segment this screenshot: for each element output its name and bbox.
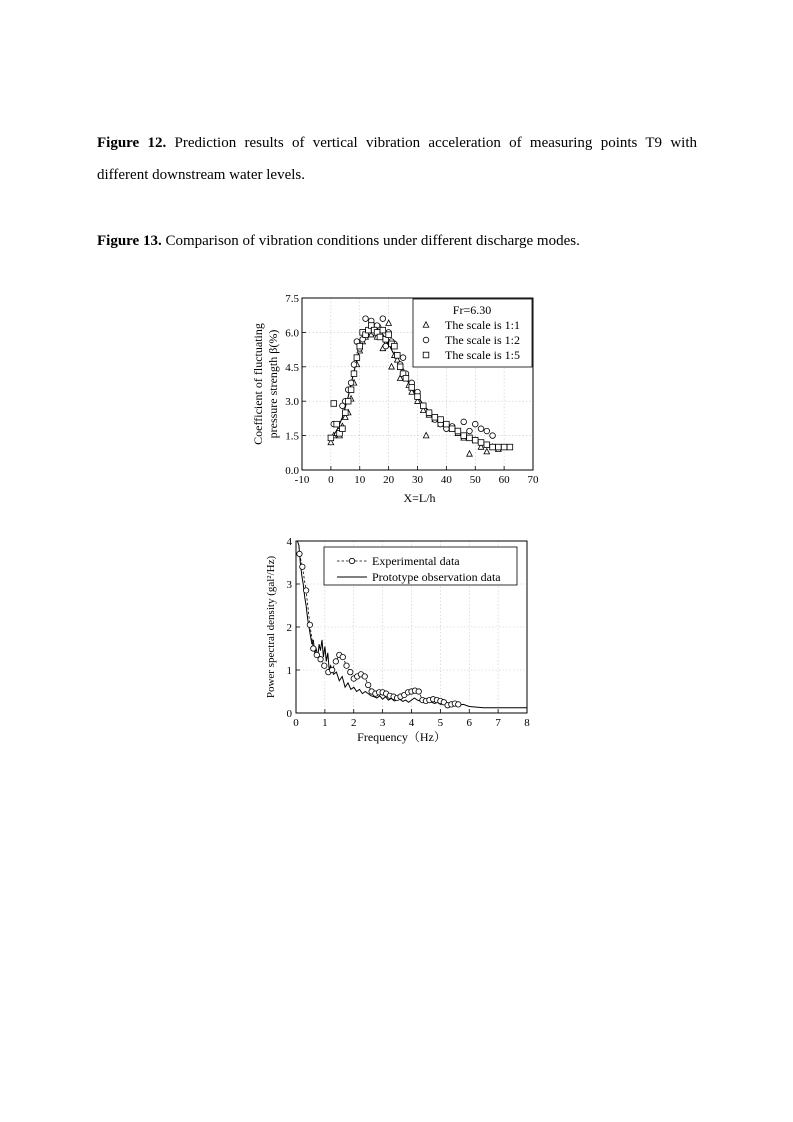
data-point-circle bbox=[340, 654, 345, 659]
y-tick-label: 2 bbox=[286, 622, 292, 634]
x-tick-label: 2 bbox=[351, 717, 357, 729]
y-tick-label: 6.0 bbox=[285, 327, 299, 340]
figure-12-label: Figure 12. bbox=[97, 135, 167, 151]
y-tick-label: 0 bbox=[286, 708, 292, 720]
y-axis-label-line-1: Coefficient of fluctuating bbox=[251, 323, 265, 445]
y-axis-label-line-2: pressure strength β(%) bbox=[266, 329, 280, 439]
legend bbox=[324, 547, 517, 585]
x-tick-label: 60 bbox=[498, 474, 510, 486]
x-tick-label: 30 bbox=[412, 474, 423, 486]
figure-12-text: Prediction results of vertical vibration acceleration of measuring points T9 with different downstream water levels. bbox=[97, 135, 698, 183]
x-tick-label: -10 bbox=[294, 474, 310, 486]
x-tick-label: 0 bbox=[328, 474, 334, 486]
x-axis-label: X=L/h bbox=[403, 491, 436, 505]
data-point-circle bbox=[297, 551, 302, 556]
x-tick-label: 6 bbox=[466, 717, 472, 729]
x-tick-label: 4 bbox=[408, 717, 415, 729]
y-tick-label: 1.5 bbox=[285, 430, 299, 443]
x-tick-label: 40 bbox=[440, 474, 452, 486]
data-point-circle bbox=[362, 674, 367, 679]
x-tick-label: 10 bbox=[354, 474, 366, 486]
legend-entry: The scale is 1:1 bbox=[445, 318, 520, 332]
x-tick-label: 5 bbox=[437, 717, 444, 729]
data-point-circle bbox=[318, 657, 323, 662]
x-tick-label: 7 bbox=[495, 717, 501, 729]
data-point-circle bbox=[300, 564, 305, 569]
data-point-circle bbox=[329, 667, 334, 672]
y-tick-label: 0.0 bbox=[285, 465, 299, 477]
y-tick-label: 3.0 bbox=[285, 396, 299, 409]
data-point-circle bbox=[416, 689, 421, 694]
legend-marker-circle bbox=[349, 558, 354, 563]
x-axis-label: Frequency（Hz） bbox=[357, 730, 446, 744]
data-point-circle bbox=[303, 588, 308, 593]
x-tick-label: 50 bbox=[469, 474, 481, 486]
data-point-circle bbox=[307, 622, 312, 627]
data-point-circle bbox=[333, 659, 338, 664]
x-tick-label: 1 bbox=[322, 717, 328, 729]
legend-title: Fr=6.30 bbox=[452, 303, 492, 317]
x-tick-label: 70 bbox=[527, 474, 539, 486]
y-tick-label: 4.5 bbox=[285, 361, 299, 374]
data-point-circle bbox=[311, 646, 316, 651]
y-tick-label: 3 bbox=[286, 579, 292, 591]
x-tick-label: 20 bbox=[383, 474, 395, 486]
legend-entry: The scale is 1:2 bbox=[445, 333, 520, 347]
x-tick-label: 8 bbox=[524, 717, 530, 729]
data-point-circle bbox=[456, 702, 461, 707]
x-tick-label: 3 bbox=[379, 717, 386, 729]
figure-13-text: Comparison of vibration conditions under different discharge modes. bbox=[161, 233, 580, 249]
data-point-circle bbox=[322, 663, 327, 668]
data-point-circle bbox=[344, 663, 349, 668]
legend-entry: The scale is 1:5 bbox=[445, 348, 520, 362]
legend-entry: Experimental data bbox=[372, 554, 460, 568]
legend-entry: Prototype observation data bbox=[372, 570, 501, 584]
data-point-circle bbox=[365, 682, 370, 687]
y-axis-label bbox=[265, 556, 277, 699]
data-point-circle bbox=[348, 669, 353, 674]
figure-13-label: Figure 13. bbox=[97, 233, 162, 249]
y-axis-label-text: Power spectral density (gal²/Hz) bbox=[265, 555, 277, 699]
y-tick-label: 4 bbox=[286, 536, 292, 548]
y-tick-label: 7.5 bbox=[285, 293, 299, 305]
x-tick-label: 0 bbox=[293, 717, 299, 729]
y-tick-label: 1 bbox=[286, 665, 292, 677]
